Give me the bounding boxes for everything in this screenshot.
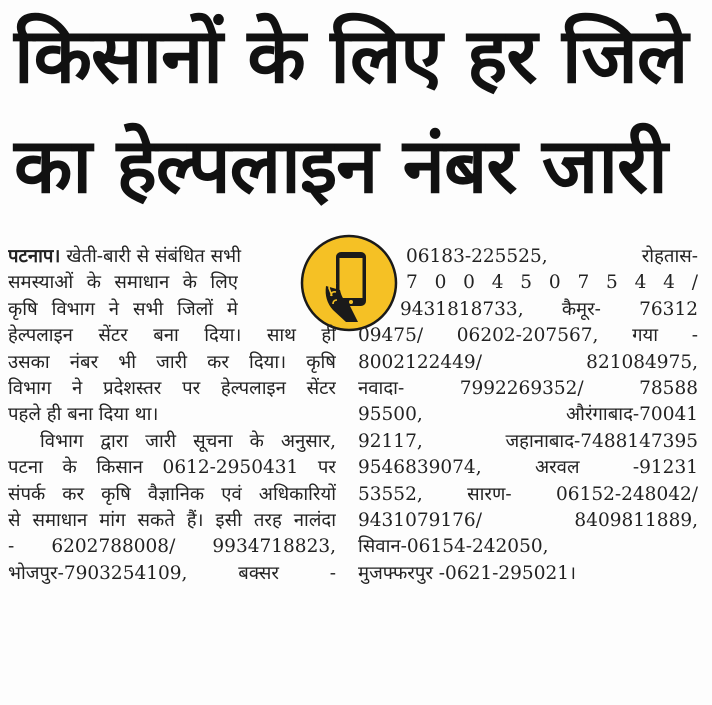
dateline: पटनाप। — [8, 246, 61, 267]
headline-line-2: का हेल्पलाइन नंबर जारी — [14, 121, 667, 210]
article-line: 53552, सारण- 06152-248042/ — [358, 483, 698, 505]
article-line: मुजफ्फरपुर -0621-295021। — [358, 562, 577, 584]
article-line: 92117, जहानाबाद-7488147395 — [358, 430, 698, 452]
article-line: पटना के किसान 0612-2950431 पर — [8, 457, 336, 479]
article-column-left — [8, 244, 336, 587]
article-line: 7 0 0 4 5 0 7 5 4 4 / — [406, 272, 698, 294]
article-line: 9546839074, अरवल -91231 — [358, 457, 698, 479]
article-line: सिवान-06154-242050, — [358, 536, 549, 558]
article-line: - 6202788008/ 9934718823, — [8, 536, 336, 558]
article-line: कृषि विभाग ने सभी जिलों मे — [8, 298, 238, 320]
article-line: समस्याओं के समाधान के लिए — [8, 272, 238, 294]
article-line: 9431818733, कैमूर- 76312 — [400, 298, 698, 320]
article-text: खेती-बारी से संबंधित सभी — [66, 246, 241, 267]
article-line: नवादा- 7992269352/ 78588 — [358, 377, 698, 399]
article-line: से समाधान मांग सकते हैं। इसी तरह नालंदा — [8, 509, 336, 531]
article-line: विभाग द्वारा जारी सूचना के अनुसार, — [40, 430, 336, 452]
article-line: उसका नंबर भी जारी कर दिया। कृषि — [8, 351, 336, 373]
article-line: पहले ही बना दिया था। — [8, 404, 159, 426]
article-line: 09475/ 06202-207567, गया - — [358, 325, 698, 347]
article-column-right — [358, 244, 698, 587]
article-line: 06183-225525, रोहतास- — [406, 246, 698, 267]
article-line: 9431079176/ 8409811889, — [358, 509, 698, 531]
article-line: हेल्पलाइन सेंटर बना दिया। साथ ही — [8, 325, 336, 347]
article-line: संपर्क कर कृषि वैज्ञानिक एवं अधिकारियों — [8, 483, 336, 505]
headline-line-1: किसानों के लिए हर जिले — [14, 11, 688, 100]
article-line: भोजपुर-7903254109, बक्सर - — [8, 562, 336, 584]
article-line: विभाग ने प्रदेशस्तर पर हेल्पलाइन सेंटर — [8, 377, 336, 399]
article-line: 95500, औरंगाबाद-70041 — [358, 404, 698, 426]
article-line: 8002122449/ 821084975, — [358, 351, 698, 373]
article-line — [8, 244, 336, 270]
